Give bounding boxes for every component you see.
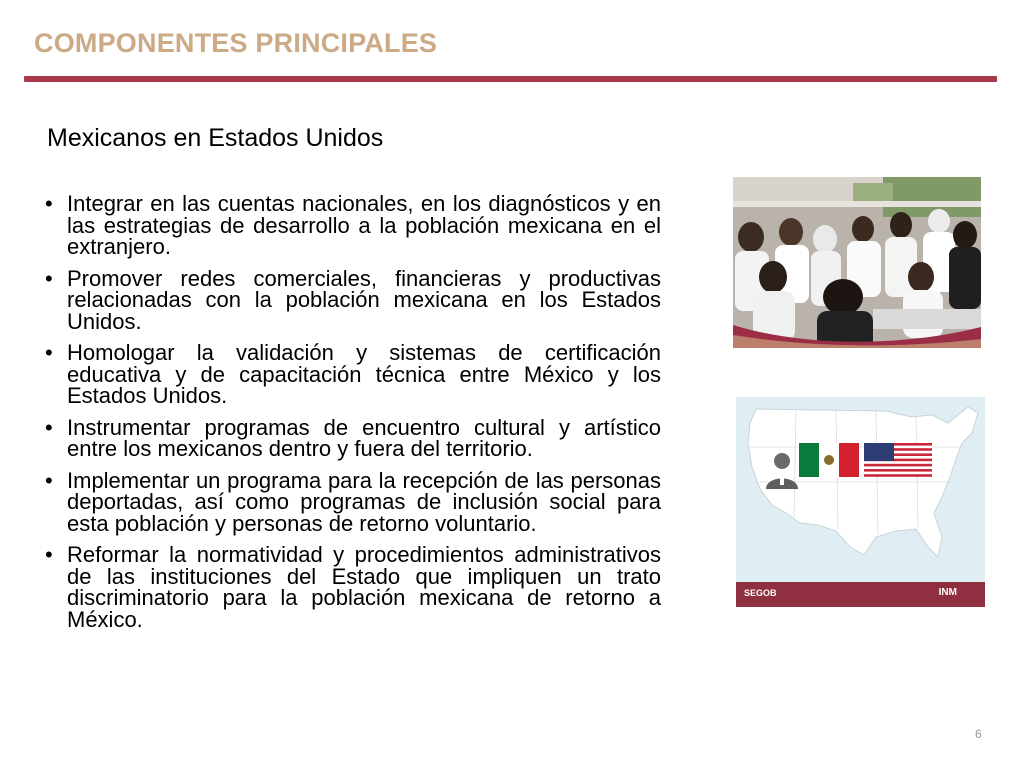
bullet-item: • Homologar la validación y sistemas de certificación educativa y de capacitación técnica entre México y los Estados Unidos. [44, 342, 661, 407]
event-photo [733, 177, 981, 348]
map-card [736, 397, 985, 607]
segob-logo: SEGOB [744, 588, 777, 598]
slide-title: COMPONENTES PRINCIPALES [34, 28, 438, 58]
slide-subtitle: Mexicanos en Estados Unidos [47, 124, 384, 152]
bullet-item: • Promover redes comerciales, financieras y productivas relacionadas con la población mexicana en los Estados Unidos. [44, 268, 661, 333]
page-number: 6 [975, 727, 982, 741]
bullet-list [44, 193, 661, 640]
bullet-item: • Implementar un programa para la recepción de las personas deportadas, así como programas de inclusión social para esta población y personas de retorno voluntario. [44, 470, 661, 535]
inm-logo: INM [938, 587, 957, 598]
event-photo-illustration [733, 177, 981, 348]
usa-map-illustration [736, 397, 985, 607]
usa-flag-icon [864, 443, 932, 477]
mexico-flag-icon [799, 443, 859, 477]
bullet-item: • Integrar en las cuentas nacionales, en los diagnósticos y en las estrategias de desarrollo a la población mexicana en el extranjero. [44, 193, 661, 258]
bullet-item: • Instrumentar programas de encuentro cultural y artístico entre los mexicanos dentro y fuera del territorio. [44, 417, 661, 460]
title-divider [24, 76, 997, 82]
bullet-item: • Reformar la normatividad y procedimientos administrativos de las instituciones del Estado que impliquen un trato discriminatorio para la población mexicana de retorno a México. [44, 544, 661, 630]
